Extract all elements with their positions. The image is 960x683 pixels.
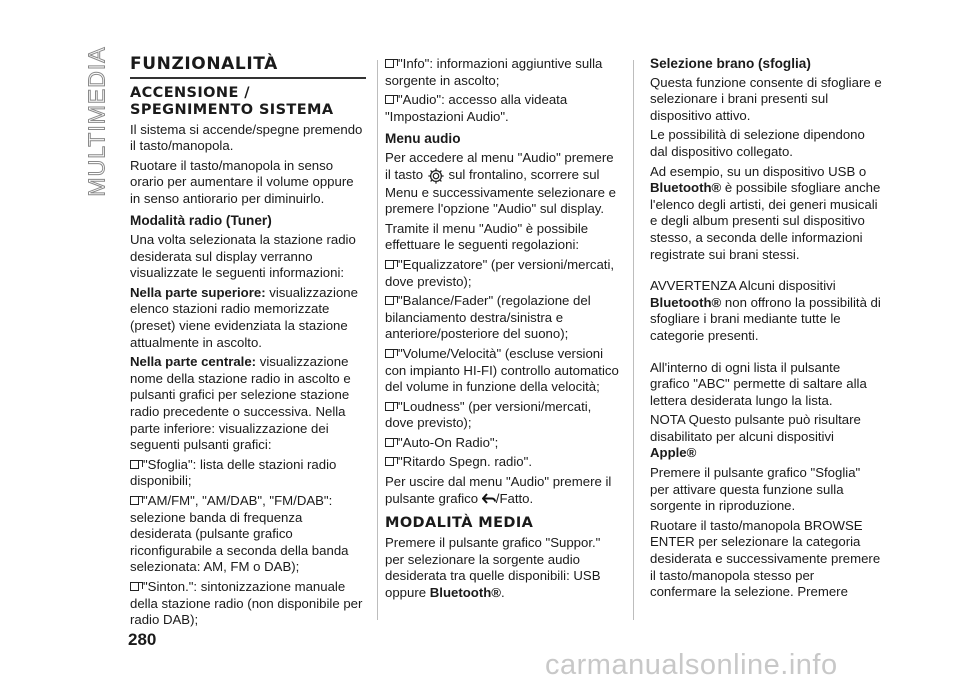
paragraph: Il sistema si accende/spegne premendo il tasto/manopola.	[130, 121, 363, 154]
bullet-icon	[385, 349, 394, 358]
column-divider	[633, 60, 634, 620]
list-item-text: "Ritardo Spegn. radio".	[398, 454, 532, 470]
paragraph: Ruotare il tasto/manopola BROWSE ENTER per selezionare la categoria desiderata e successivamente premere il tasto/manopola stesso per confermare la selezione. Premere	[650, 517, 881, 600]
heading-track-selection: Selezione brano (sfoglia)	[650, 56, 811, 71]
label-center: Nella parte centrale:	[130, 354, 257, 370]
list-item	[385, 346, 621, 396]
text: Per accedere al menu "Audio" premere il tasto	[385, 149, 614, 182]
bullet-icon	[385, 95, 394, 104]
text: non offrono la possibilità di sfogliare i brani mediante tutte le categorie presenti.	[650, 294, 881, 343]
text: sul frontalino, scorrere sul Menu e successivamente selezionare e premere l'opzione "Audio" sul display.	[385, 166, 616, 217]
text: AVVERTENZA Alcuni dispositivi	[650, 278, 836, 294]
paragraph	[650, 412, 882, 462]
paragraph	[650, 164, 882, 264]
settings-gear-icon	[427, 167, 445, 185]
paragraph: Le possibilità di selezione dipendono dal dispositivo collegato.	[650, 127, 865, 159]
column-1	[130, 54, 366, 632]
text: /Fatto.	[495, 490, 534, 506]
list-item	[130, 457, 366, 490]
list-item-text: "Loudness" (per versioni/mercati, dove previsto);	[385, 398, 592, 431]
list-item	[385, 293, 621, 343]
brand-bluetooth: Bluetooth®	[429, 585, 501, 601]
list-item	[385, 454, 621, 471]
text: Premere il pulsante grafico "Suppor." per selezionare la sorgente audio desiderata tra quelle disponibili: USB oppure	[385, 535, 601, 601]
paragraph: Questa funzione consente di sfogliare e selezionare i brani presenti sul dispositivo attivo.	[650, 74, 882, 123]
section-side-tab	[82, 45, 112, 197]
list-item-text: "Sfoglia": lista delle stazioni radio disponibili;	[130, 456, 337, 489]
section-title-media: MODALITÀ MEDIA	[385, 515, 534, 532]
paragraph	[385, 535, 621, 601]
title-rule	[130, 77, 366, 79]
subsection-title-line: ACCENSIONE /	[130, 84, 250, 101]
text: .	[501, 585, 505, 601]
list-item-text: "Info": informazioni aggiuntive sulla sorgente in ascolto;	[385, 56, 603, 88]
text: Ad esempio, su un dispositivo USB o	[650, 163, 867, 179]
text: visualizzazione nome della stazione radio in ascolto e pulsanti grafici per selezione stazione radio precedente o successiva. Nella parte inferiore: visualizzazione dei seguenti pulsanti grafici:	[130, 354, 351, 453]
brand-apple: Apple®	[650, 445, 697, 461]
bullet-icon	[385, 59, 394, 68]
column-divider	[377, 60, 378, 620]
label-top: Nella parte superiore:	[130, 284, 266, 300]
list-item	[130, 579, 366, 629]
text: è possibile sfogliare anche l'elenco degli artisti, dei generi musicali e degli album presenti sul dispositivo stesso, a seconda delle informazioni registrate sui brani stessi.	[650, 180, 881, 262]
list-item-text: "Volume/Velocità" (escluse versioni con impianto HI-FI) controllo automatico del volume in funzione della velocità;	[385, 345, 619, 395]
column-2	[385, 56, 621, 605]
watermark: carmanualsonline.info	[545, 649, 838, 681]
back-arrow-icon	[482, 493, 496, 504]
text: NOTA Questo pulsante può risultare disabilitato per alcuni dispositivi	[650, 412, 861, 444]
paragraph	[130, 354, 366, 454]
bullet-icon	[385, 457, 394, 466]
brand-bluetooth: Bluetooth®	[650, 294, 722, 310]
list-item	[385, 92, 621, 125]
side-tab-label: MULTIMEDIA	[83, 45, 110, 197]
section-title: FUNZIONALITÀ	[130, 54, 278, 74]
paragraph	[130, 285, 366, 351]
heading-audio: Menu audio	[385, 131, 461, 147]
list-item-text: "Audio": accesso alla videata "Impostazioni Audio".	[385, 92, 568, 124]
list-item	[385, 399, 621, 432]
brand-bluetooth: Bluetooth®	[650, 180, 722, 196]
paragraph	[385, 474, 621, 507]
spacer	[650, 348, 882, 360]
list-item	[385, 257, 621, 290]
subsection-title	[130, 85, 366, 119]
list-item-text: "Sinton.": sintonizzazione manuale della stazione radio (non disponibile per radio DAB);	[130, 578, 363, 628]
heading-radio: Modalità radio (Tuner)	[130, 213, 272, 229]
paragraph: Tramite il menu "Audio" è possibile effettuare le seguenti regolazioni:	[385, 220, 589, 253]
list-item-text: "Balance/Fader" (regolazione del bilanciamento destra/sinistra e anteriore/posteriore del suono);	[385, 293, 591, 342]
paragraph	[650, 278, 882, 344]
bullet-icon	[385, 260, 394, 269]
list-item-text: "Equalizzatore" (per versioni/mercati, dove previsto);	[385, 256, 615, 289]
paragraph: All'interno di ogni lista il pulsante grafico "ABC" permette di saltare alla lettera desiderata lungo la lista.	[650, 359, 867, 408]
page-number: 280	[128, 630, 157, 649]
list-item	[130, 493, 366, 576]
bullet-icon	[385, 402, 394, 411]
list-item-text: "Auto-On Radio";	[398, 434, 499, 450]
bullet-icon	[130, 460, 139, 469]
paragraph: Una volta selezionata la stazione radio desiderata sul display verranno visualizzate le seguenti informazioni:	[130, 232, 356, 281]
text: visualizzazione elenco stazioni radio memorizzate (preset) viene evidenziata la stazione attualmente in ascolto.	[130, 284, 358, 350]
list-item	[385, 435, 621, 452]
bullet-icon	[385, 438, 394, 447]
subsection-title-line: SPEGNIMENTO SISTEMA	[130, 101, 334, 118]
bullet-icon	[385, 296, 394, 305]
bullet-icon	[130, 582, 139, 591]
text: Per uscire dal menu "Audio" premere il pulsante grafico	[385, 474, 612, 506]
list-item	[385, 56, 621, 89]
paragraph: Premere il pulsante grafico "Sfoglia" per attivare questa funzione sulla sorgente in riproduzione.	[650, 465, 861, 514]
spacer	[650, 266, 882, 278]
paragraph	[385, 150, 621, 218]
paragraph: Ruotare il tasto/manopola in senso orario per aumentare il volume oppure in senso antiorario per diminuirlo.	[130, 157, 354, 206]
list-item-text: "AM/FM", "AM/DAB", "FM/DAB": selezione banda di frequenza desiderata (pulsante grafico riconfigurabile a seconda della banda selezionata: AM, FM o DAB);	[130, 492, 349, 575]
bullet-icon	[130, 496, 139, 505]
column-3	[650, 56, 882, 604]
